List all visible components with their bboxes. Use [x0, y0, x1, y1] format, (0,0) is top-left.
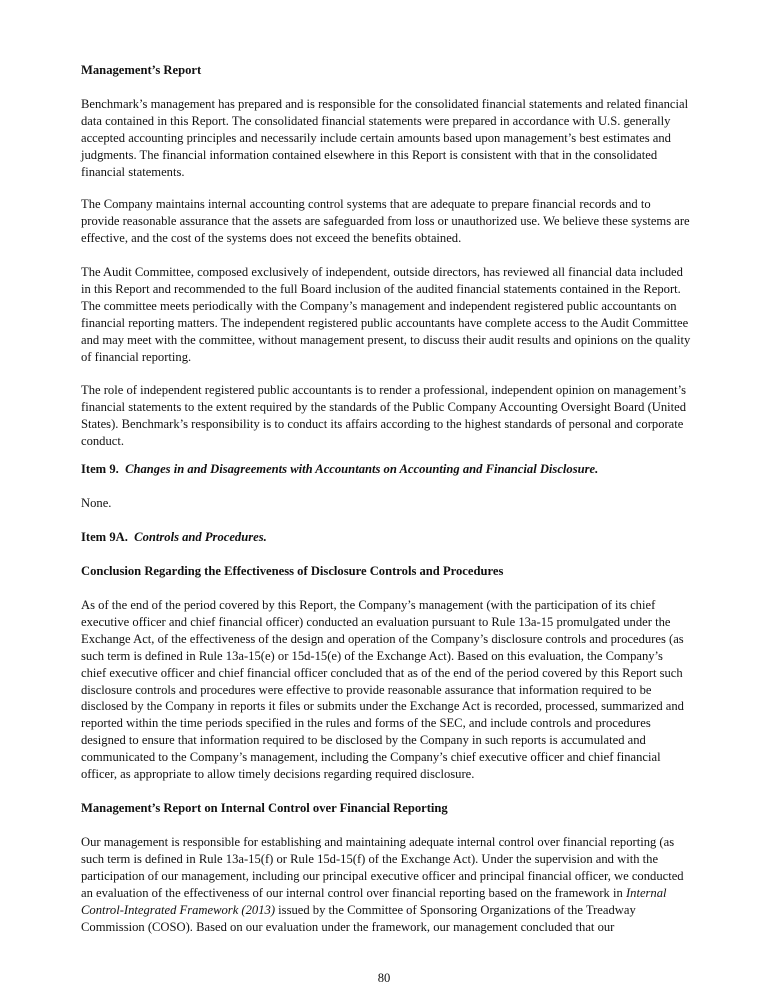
icfr-text-part-2: issued by the Committee of Sponsoring Organizations of the Treadway Commission (COSO). Based on our evaluation under the framework, our management concluded that our [81, 902, 636, 934]
management-report-heading: Management’s Report [81, 63, 202, 77]
conclusion-paragraph: As of the end of the period covered by this Report, the Company’s management (with the participation of its chief executive officer and chief financial officer) conducted an evaluation pursuant to Rule 13a-15 promulgated under the Exchange Act, of the effectiveness of the design and operation of the Company’s disclosure controls and procedures (as such term is defined in Rule 13a-15(e) or 15d-15(e) of the Exchange Act). Based on this evaluation, the Company’s chief executive officer and chief financial officer concluded that as of the end of the period covered by this Report such disclosure controls and procedures were effective to provide reasonable assurance that information required to be disclosed by the Company in reports it files or submits under the Exchange Act is recorded, processed, summarized and reported within the time periods specified in the rules and forms of the SEC, and include controls and procedures designed to ensure that information required to be disclosed by the Company in such reports is accumulated and communicated to the Company’s management, including the Company’s chief executive officer and chief financial officer, as appropriate to allow timely decisions regarding required disclosure. [81, 598, 684, 782]
icfr-text-part-1: Our management is responsible for establishing and maintaining adequate internal control over financial reporting (as such term is defined in Rule 13a-15(f) or Rule 15d-15(f) of the Exchange Act). Under the supervision and with the participation of our management, including our principal executive officer and principal financial officer, we conducted an evaluation of the effectiveness of our internal control over financial reporting based on the framework in [81, 835, 684, 900]
management-report-paragraph-2: The Company maintains internal accounting control systems that are adequate to prepare financial records and to provide reasonable assurance that the assets are safeguarded from loss or unauthorized use. We believe these systems are effective, and the cost of the systems does not exceed the benefits obtained. [81, 197, 690, 245]
icfr-heading: Management’s Report on Internal Control over Financial Reporting [81, 801, 448, 815]
management-report-paragraph-4: The role of independent registered public accountants is to render a professional, independent opinion on management’s financial statements to the extent required by the standards of the Public Company Accounting Oversight Board (United States). Benchmark’s responsibility is to conduct its affairs according to the highest standards of personal and corporate conduct. [81, 383, 687, 448]
management-report-paragraph-1: Benchmark’s management has prepared and is responsible for the consolidated financial statements and related financial data contained in this Report. The consolidated financial statements were prepared in accordance with U.S. generally accepted accounting principles and necessarily include certain amounts based upon management’s best estimates and judgments. The financial information contained elsewhere in this Report is consistent with that in the consolidated financial statements. [81, 97, 689, 179]
item-9-heading [81, 461, 691, 478]
conclusion-heading: Conclusion Regarding the Effectiveness of Disclosure Controls and Procedures [81, 564, 504, 578]
icfr-paragraph [81, 834, 691, 935]
item-9-title: Changes in and Disagreements with Accountants on Accounting and Financial Disclosure. [125, 462, 599, 476]
management-report-paragraph-3: The Audit Committee, composed exclusively of independent, outside directors, has reviewed all financial data included in this Report and recommended to the full Board inclusion of the audited financial statements contained in the Report. The committee meets periodically with the Company’s management and independent registered public accountants on financial reporting matters. The independent registered public accountants have complete access to the Audit Committee and may meet with the committee, without management present, to discuss their audit results and opinions on the quality of financial reporting. [81, 265, 691, 364]
item-9a-title: Controls and Procedures. [134, 530, 267, 544]
item-9a-label: Item 9A. [81, 530, 128, 544]
item-9a-heading [81, 529, 691, 546]
page-number: 80 [377, 971, 391, 985]
item-9-body: None. [81, 496, 112, 510]
item-9-label: Item 9. [81, 462, 119, 476]
icfr-framework-title: Internal Control-Integrated Framework (2013) [81, 885, 667, 917]
